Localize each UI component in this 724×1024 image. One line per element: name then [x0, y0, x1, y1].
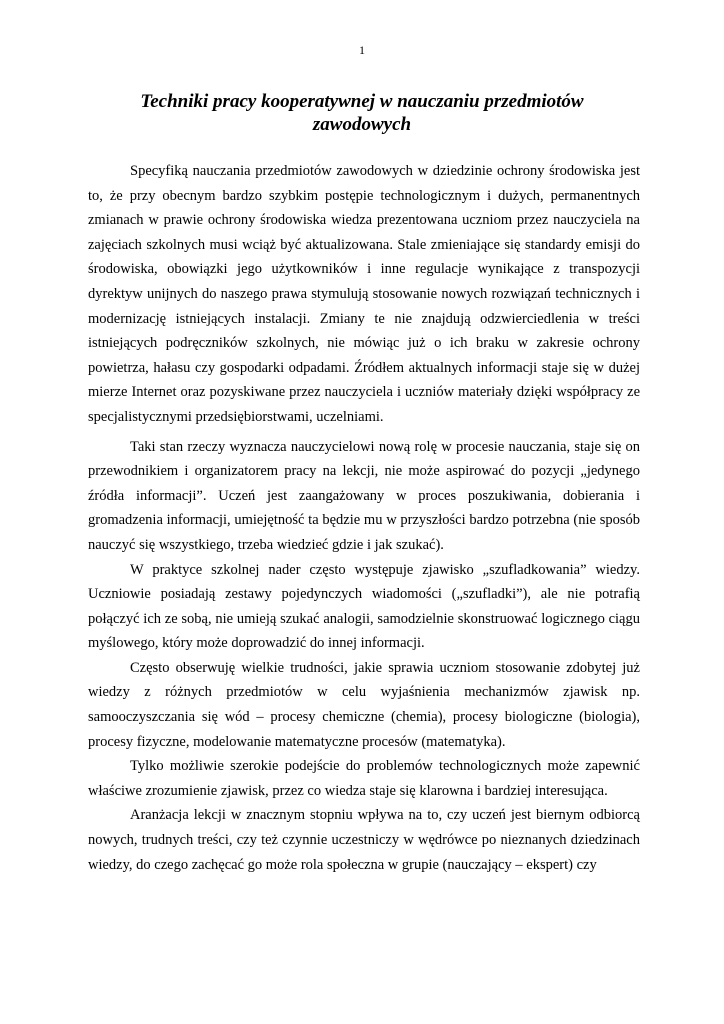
paragraph-4: Często obserwuję wielkie trudności, jakie sprawia uczniom stosowanie zdobytej już wiedzy z różnych przedmiotów w celu wyjaśnienia mechanizmów zjawisk np. samooczyszczania się wód – procesy chemiczne (chemia), procesy biologiczne (biologia), procesy fizyczne, modelowanie matematyczne procesów (matematyka).	[88, 659, 640, 750]
page-number: 1	[359, 43, 365, 57]
paragraph-1: Specyfiką nauczania przedmiotów zawodowych w dziedzinie ochrony środowiska jest to, że przy obecnym bardzo szybkim postępie technologicznym i dużych, permanentnych zmianach w prawie ochrony środowiska wiedza prezentowana uczniom przez nauczyciela na zajęciach szkolnych musi wciąż być aktualizowana. Stale zmieniające się standardy emisji do środowiska, obowiązki jego użytkowników i inne regulacje wynikające z transpozycji dyrektyw unijnych do naszego prawa stymulują stosowanie nowych rozwiązań technicznych i modernizację istniejących instalacji. Zmiany te nie znajdują odzwierciedlenia w treści istniejących podręczników szkolnych, nie mówiąc już o ich braku w zakresie ochrony powietrza, hałasu czy gospodarki odpadami. Źródłem aktualnych informacji staje się w dużej mierze Internet oraz pozyskiwane przez nauczyciela i uczniów materiały dzięki współpracy ze specjalistycznymi przedsiębiorstwami, uczelniami.	[88, 163, 640, 425]
document-body	[88, 159, 640, 877]
paragraph-6: Aranżacja lekcji w znacznym stopniu wpływa na to, czy uczeń jest biernym odbiorcą nowych, trudnych treści, czy też czynnie uczestniczy w wędrówce po nieznanych dziedzinach wiedzy, do czego zachęcać go może rola społeczna w grupie (nauczający – ekspert) czy	[88, 807, 640, 873]
document-title: Techniki pracy kooperatywnej w nauczaniu przedmiotów zawodowych	[140, 91, 584, 135]
paragraph-3: W praktyce szkolnej nader często występuje zjawisko „szufladkowania” wiedzy. Uczniowie posiadają zestawy pojedynczych wiadomości („szufladki”), ale nie potrafią połączyć ich ze sobą, nie umieją szukać analogii, samodzielnie skonstruować logicznego ciągu myślowego, który może doprowadzić do innej informacji.	[88, 561, 640, 652]
paragraph-5: Tylko możliwie szerokie podejście do problemów technologicznych może zapewnić właściwe zrozumienie zjawisk, przez co wiedza staje się klarowna i bardziej interesująca.	[88, 758, 640, 799]
paragraph-2: Taki stan rzeczy wyznacza nauczycielowi nową rolę w procesie nauczania, staje się on przewodnikiem i organizatorem pracy na lekcji, nie może aspirować do pozycji „jedynego źródła informacji”. Uczeń jest zaangażowany w proces poszukiwania, dobierania i gromadzenia informacji, umiejętność ta będzie mu w przyszłości bardzo potrzebna (nie sposób nauczyć się wszystkiego, trzeba wiedzieć gdzie i jak szukać).	[88, 438, 640, 553]
